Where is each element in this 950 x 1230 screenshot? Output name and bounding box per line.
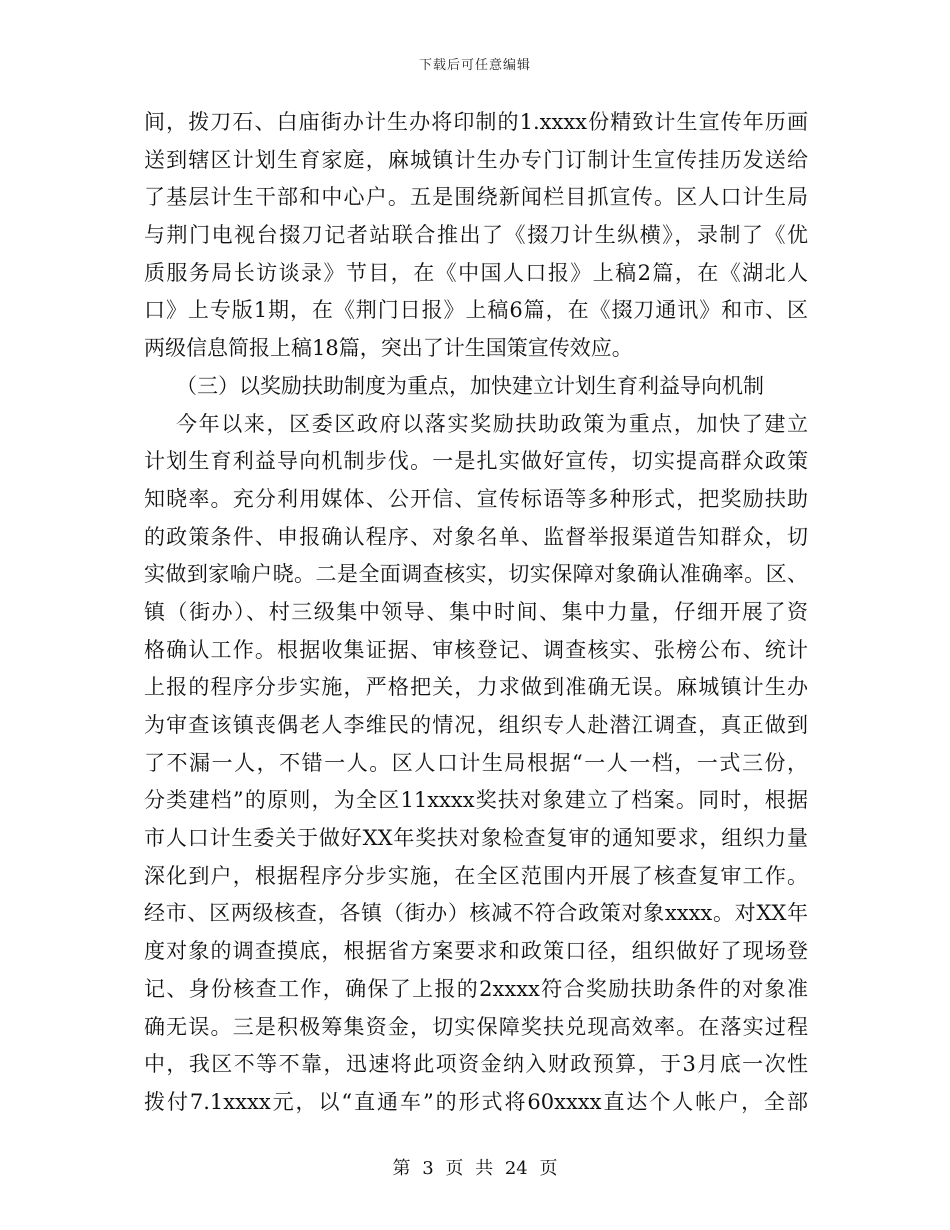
body-line: 拨付7.1xxxx元，以“直通车”的形式将60xxxx直达个人帐户，全部 xyxy=(144,1089,808,1114)
body-line: 与荆门电视台掇刀记者站联合推出了《掇刀计生纵横》，录制了《优 xyxy=(144,223,808,248)
body-line: 送到辖区计划生育家庭，麻城镇计生办专门订制计生宣传挂历发送给 xyxy=(144,147,808,172)
body-line: 的政策条件、申报确认程序、对象名单、监督举报渠道告知群众，切 xyxy=(144,524,808,549)
page-header: 下载后可任意编辑 xyxy=(418,58,531,73)
body-line: 了基层计生干部和中心户。五是围绕新闻栏目抓宣传。区人口计生局 xyxy=(144,185,808,210)
body-line: 格确认工作。根据收集证据、审核登记、调查核实、张榜公布、统计 xyxy=(144,637,808,662)
body-line: 为审查该镇丧偶老人李维民的情况，组织专人赴潜江调查，真正做到 xyxy=(144,713,808,737)
body-line: 记、身份核查工作，确保了上报的2xxxx符合奖励扶助条件的对象准 xyxy=(144,976,808,1001)
body-line: 确无误。三是积极筹集资金，切实保障奖扶兑现高效率。在落实过程 xyxy=(144,1014,808,1039)
body-line: 分类建档”的原则，为全区11xxxx奖扶对象建立了档案。同时，根据 xyxy=(144,788,808,813)
body-line: 深化到户，根据程序分步实施，在全区范围内开展了核查复审工作。 xyxy=(144,863,808,888)
body-line: 上报的程序分步实施，严格把关，力求做到准确无误。麻城镇计生办 xyxy=(144,675,808,700)
body-line: 镇（街办）、村三级集中领导、集中时间、集中力量，仔细开展了资 xyxy=(144,599,808,624)
body-line: 口》上专版1期，在《荆门日报》上稿6篇，在《掇刀通讯》和市、区 xyxy=(144,298,808,323)
document-body xyxy=(144,104,808,1122)
body-line: 度对象的调查摸底，根据省方案要求和政策口径，组织做好了现场登 xyxy=(144,939,808,964)
body-line: 经市、区两级核查，各镇（街办）核减不符合政策对象xxxx。对XX年 xyxy=(144,901,808,926)
body-line: 质服务局长访谈录》节目，在《中国人口报》上稿2篇，在《湖北人 xyxy=(144,260,808,285)
section-heading: （三）以奖励扶助制度为重点，加快建立计划生育利益导向机制 xyxy=(176,373,764,398)
body-line: 计划生育利益导向机制步伐。一是扎实做好宣传，切实提高群众政策 xyxy=(144,449,808,474)
body-line: 知晓率。充分利用媒体、公开信、宣传标语等多种形式，把奖励扶助 xyxy=(144,486,808,511)
page-number-footer: 第 3 页 共 24 页 xyxy=(392,1158,558,1179)
body-line: 市人口计生委关于做好XX年奖扶对象检查复审的通知要求，组织力量 xyxy=(144,826,808,851)
body-line: 今年以来，区委区政府以落实奖励扶助政策为重点，加快了建立 xyxy=(176,411,808,436)
body-line: 间，拨刀石、白庙街办计生办将印制的1.xxxx份精致计生宣传年历画 xyxy=(144,110,808,134)
body-line: 两级信息简报上稿18篇，突出了计生国策宣传效应。 xyxy=(144,336,633,361)
body-line: 了不漏一人，不错一人。区人口计生局根据“一人一档，一式三份， xyxy=(144,750,808,775)
body-line: 中，我区不等不靠，迅速将此项资金纳入财政预算，于3月底一次性 xyxy=(144,1052,808,1077)
body-line: 实做到家喻户晓。二是全面调查核实，切实保障对象确认准确率。区、 xyxy=(144,562,808,587)
